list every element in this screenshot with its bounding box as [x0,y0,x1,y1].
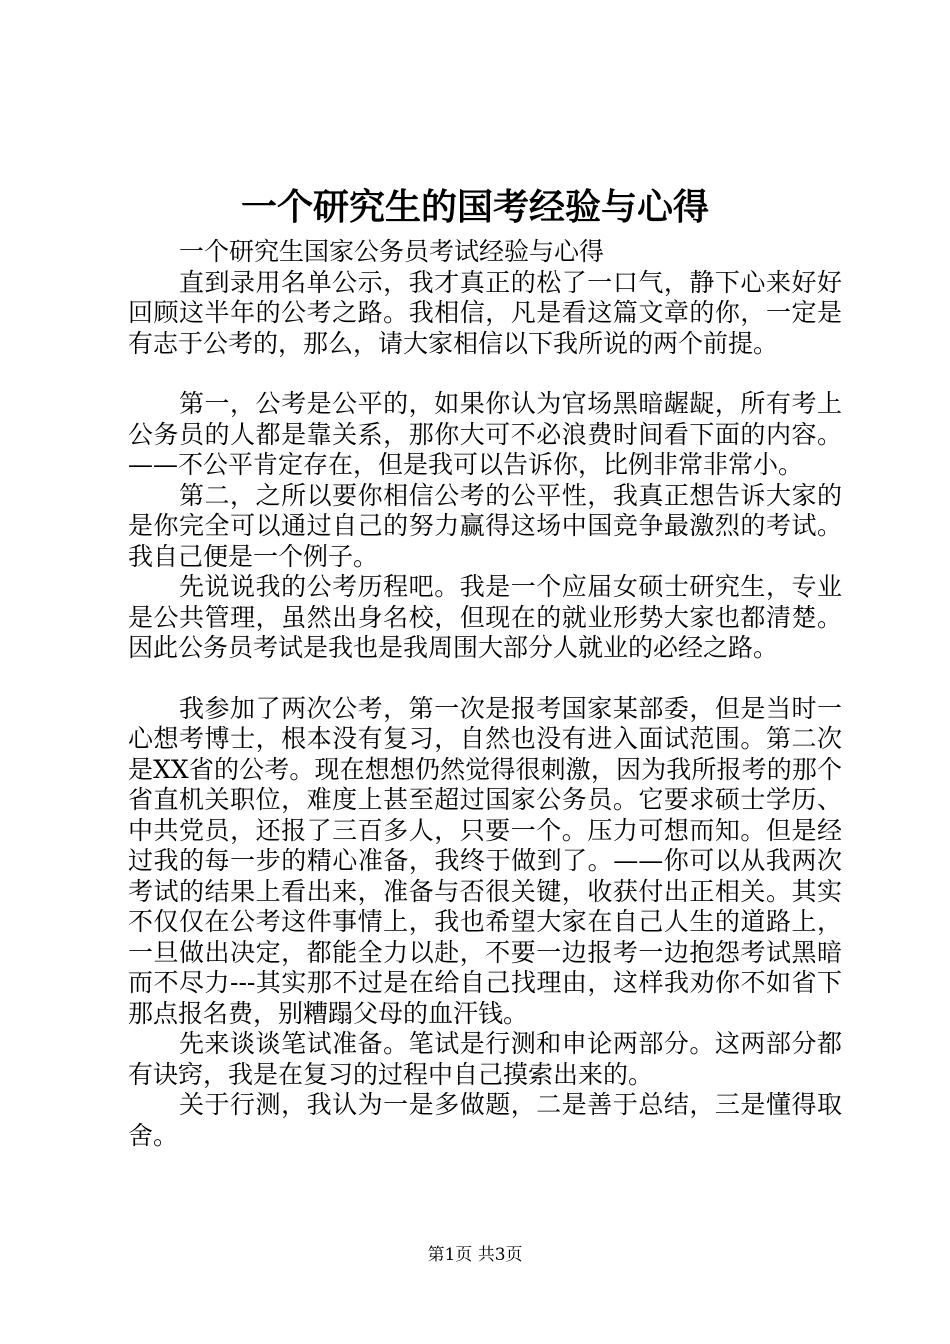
paragraph-exam-history: 我参加了两次公考，第一次是报考国家某部委，但是当时一心想考博士，根本没有复习，自然也没有进入面试范围。第二次是XX省的公考。现在想想仍然觉得很刺激，因为我所报考的那个省直机关职位，难度上甚至超过国家公务员。它要求硕士学历、中共党员，还报了三百多人，只要一个。压力可想而知。但是经过我的每一步的精心准备，我终于做到了。——你可以从我两次考试的结果上看出来，准备与否很关键，收获付出正相关。其实不仅仅在公考这件事情上，我也希望大家在自己人生的道路上，一旦做出决定，都能全力以赴，不要一边报考一边抱怨考试黑暗而不尽力---其实那不过是在给自己找理由，这样我劝你不如省下那点报名费，别糟蹋父母的血汗钱。 [128,693,842,1028]
paragraph-premise-two: 第二，之所以要你相信公考的公平性，我真正想告诉大家的是你完全可以通过自己的努力赢得这场中国竞争最激烈的考试。我自己便是一个例子。 [128,480,842,571]
page-title: 一个研究生的国考经验与心得 [240,186,709,228]
paragraph-aptitude-test: 关于行测，我认为一是多做题，二是善于总结，三是懂得取舍。 [128,1090,842,1150]
paragraph-intro: 直到录用名单公示，我才真正的松了一口气，静下心来好好回顾这半年的公考之路。我相信，凡是看这篇文章的你，一定是有志于公考的，那么，请大家相信以下我所说的两个前提。 [128,267,842,358]
paragraph-premise-one: 第一，公考是公平的，如果你认为官场黑暗龌龊，所有考上公务员的人都是靠关系，那你大可不必浪费时间看下面的内容。——不公平肯定存在，但是我可以告诉你，比例非常非常小。 [128,389,842,479]
article-body [128,237,842,1151]
article-subtitle: 一个研究生国家公务员考试经验与心得 [179,237,605,266]
paragraph-background: 先说说我的公考历程吧。我是一个应届女硕士研究生，专业是公共管理，虽然出身名校，但现在的就业形势大家也都清楚。因此公务员考试是我也是我周围大部分人就业的必经之路。 [128,572,842,662]
paragraph-written-exam: 先来谈谈笔试准备。笔试是行测和申论两部分。这两部分都有诀窍，我是在复习的过程中自己摸索出来的。 [128,1029,842,1089]
page-number-footer: 第1页 共3页 [427,1245,523,1265]
